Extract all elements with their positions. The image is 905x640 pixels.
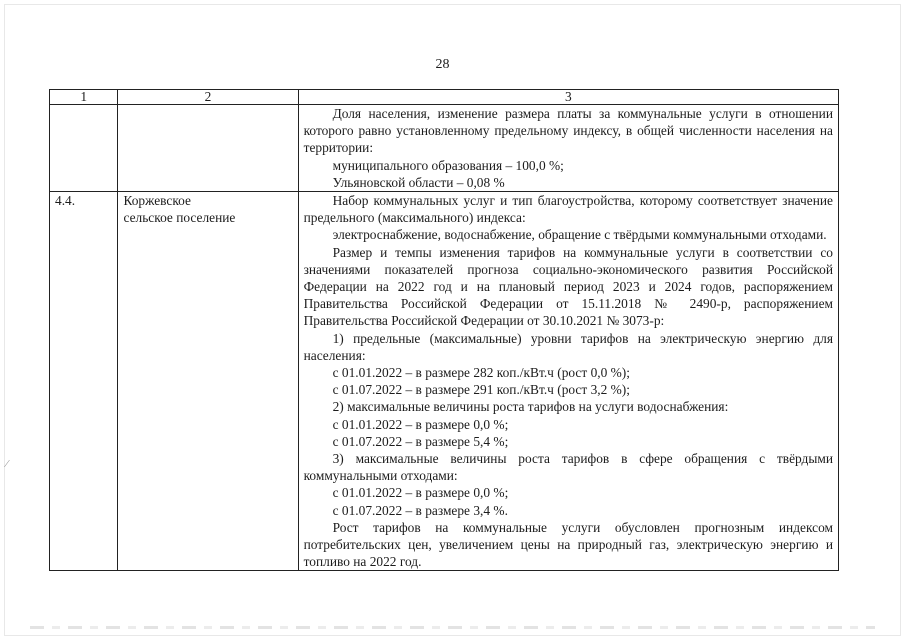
- row-content: [298, 192, 838, 571]
- row-number: [50, 105, 118, 192]
- paragraph: электроснабжение, водоснабжение, обращение с твёрдыми коммунальными отходами.: [332, 227, 827, 243]
- paragraph: Размер и темпы изменения тарифов на коммунальные услуги в соответствии со значениями показателей прогноза социально-экономического развития Российской Федерации на 2022 год и на плановый период 2023 и 2024 годов, распоряжением Правительства Российской Федерации от 15.11.2018 № 2490-р, распоряжением Правительства Российской Федерации от 30.10.2021 № 3073-р:: [303, 244, 833, 329]
- scan-artifact-strip: [30, 626, 875, 629]
- paragraph: с 01.07.2022 – в размере 3,4 %.: [332, 502, 508, 518]
- paragraph: Набор коммунальных услуг и тип благоустройства, которому соответствует значение предельного (максимального) индекса:: [303, 193, 833, 226]
- page-number: 28: [435, 57, 450, 72]
- paragraph: 2) максимальные величины роста тарифов на услуги водоснабжения:: [332, 399, 729, 415]
- paragraph: с 01.07.2022 – в размере 291 коп./кВт.ч (рост 3,2 %);: [332, 382, 630, 398]
- header-col-1: 1: [50, 90, 118, 105]
- header-col-2: 2: [118, 90, 298, 105]
- table-header-row: [50, 90, 839, 105]
- paragraph: 1) предельные (максимальные) уровни тарифов на электрическую энергию для населения:: [303, 330, 833, 363]
- settlement-name-line: сельское поселение: [123, 210, 236, 226]
- settlement-name: [118, 105, 298, 192]
- table-row: [50, 192, 839, 571]
- table-row: [50, 105, 839, 192]
- scan-mark: ⁄: [6, 458, 8, 470]
- paragraph: 3) максимальные величины роста тарифов в сфере обращения с твёрдыми коммунальными отходами:: [303, 451, 833, 484]
- header-col-3: 3: [298, 90, 838, 105]
- paragraph: с 01.01.2022 – в размере 0,0 %;: [332, 485, 509, 501]
- paragraph: Ульяновской области – 0,08 %: [332, 174, 505, 190]
- paragraph: Доля населения, изменение размера платы за коммунальные услуги в отношении которого равно установленному предельному индексу, в общей численности населения на территории:: [303, 106, 833, 156]
- paragraph: муниципального образования – 100,0 %;: [332, 157, 564, 173]
- paragraph: с 01.01.2022 – в размере 0,0 %;: [332, 416, 509, 432]
- settlement-name-line: Коржевское: [123, 193, 191, 209]
- paragraph: с 01.01.2022 – в размере 282 коп./кВт.ч (рост 0,0 %);: [332, 365, 630, 381]
- paragraph: Рост тарифов на коммунальные услуги обусловлен прогнозным индексом потребительских цен, увеличением цены на природный газ, электрическую энергию и топливо на 2022 год.: [303, 519, 833, 570]
- row-number: 4.4.: [50, 192, 118, 571]
- row-content: [298, 105, 838, 192]
- paragraph: с 01.07.2022 – в размере 5,4 %;: [332, 433, 509, 449]
- settlement-name: [118, 192, 298, 571]
- tariff-table: [49, 89, 839, 571]
